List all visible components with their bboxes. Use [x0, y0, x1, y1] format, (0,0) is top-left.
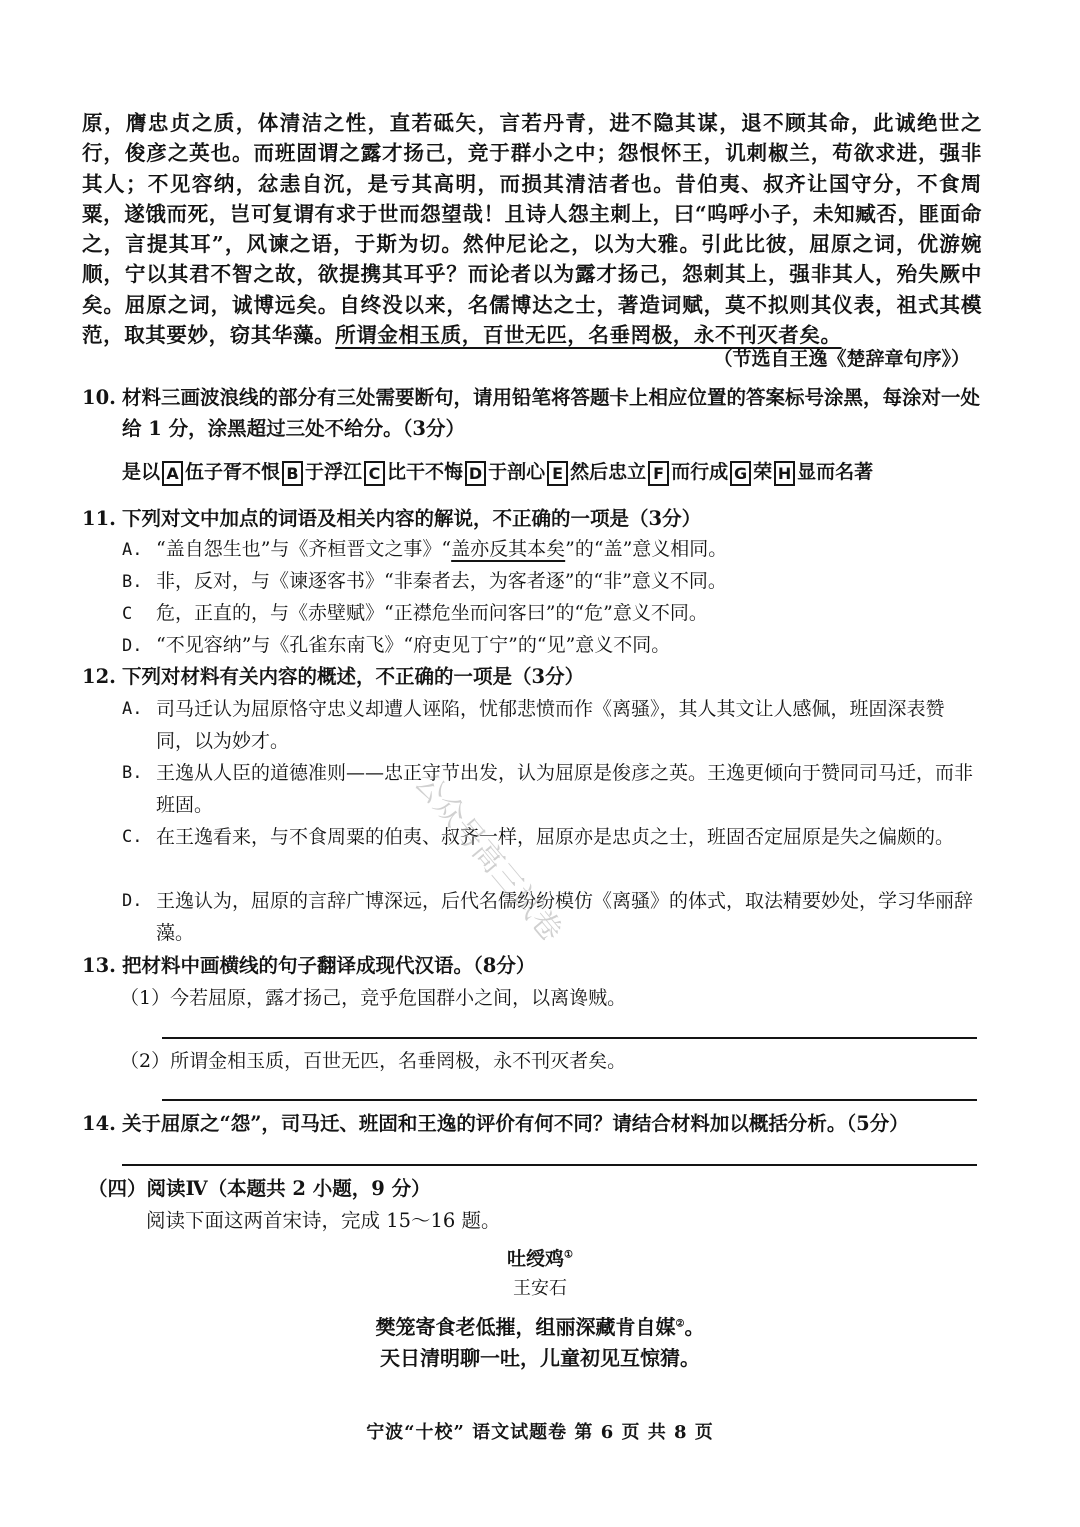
passage-source: （节选自王逸《楚辞章句序》）: [713, 348, 970, 370]
option-label: B.: [122, 763, 143, 783]
q10-seg-text: 而行成: [671, 461, 729, 483]
item-text: 今若屈原，露才扬己，竞乎危国群小之间，以离谗贼。: [170, 987, 627, 1009]
question-11: [82, 503, 982, 534]
q10-seg-text: 于浮江: [305, 461, 363, 483]
poem-line-2: 天日清明聊一吐，儿童初见互惊猜。: [380, 1346, 700, 1370]
q14-answer-line[interactable]: [122, 1164, 977, 1166]
option-text: 司马迁认为屈原恪守忠义却遭人诬陷，忧郁悲愤而作《离骚》，其人其文让人感佩，班固深表赞同，以为妙才。: [156, 698, 945, 752]
q13-number: 13.: [82, 954, 116, 977]
q10-seg-text: 显而名著: [797, 461, 874, 483]
q12-option-c[interactable]: [122, 821, 982, 853]
passage-body: 原，膺忠贞之质，体清洁之性，直若砥矢，言若丹青，进不隐其谋，退不顾其命，此诚绝世之行，俊彦之英也。而班固谓之露才扬己，竞于群小之中；怨恨怀王，讥刺椒兰，苟欲求进，强非其人；不见容纳，忿恚自沉，是亏其高明，而损其清洁者也。昔伯夷、叔齐让国守分，不食周粟，遂饿而死，岂可复谓有求于世而怨望哉！且诗人怨主刺上，曰“呜呼小子，未知臧否，匪面命之，言提其耳”，风谏之语，于斯为切。然仲尼论之，以为大雅。引此比彼，屈原之词，优游婉顺，宁以其君不智之故，欲提携其耳乎？而论者以为露才扬己，怨刺其上，强非其人，殆失厥中矣。屈原之词，诚博远矣。自终没以来，名儒博达之士，著造词赋，莫不拟则其仪表，祖式其模范，取其要妙，窃其华藻。: [82, 111, 982, 348]
poem-line-1: [0, 1311, 1080, 1340]
q10-box-e[interactable]: E: [547, 461, 568, 486]
q11-option-a[interactable]: [122, 533, 982, 566]
q10-box-h[interactable]: H: [774, 461, 795, 486]
option-label: D.: [122, 891, 143, 911]
q10-box-f[interactable]: F: [648, 461, 669, 486]
q12-option-b[interactable]: [122, 757, 982, 821]
poem-line-end: 。: [684, 1315, 705, 1339]
item-text: 所谓金相玉质，百世无匹，名垂罔极，永不刊灭者矣。: [170, 1050, 627, 1072]
poem-title-text: 吐绶鸡: [507, 1248, 565, 1270]
option-label: A.: [122, 699, 143, 719]
option-text: 危，正直的，与《赤壁赋》“正襟危坐而问客曰”的“危”意义不同。: [156, 602, 708, 624]
option-underlined: 盖亦反其本矣: [451, 538, 566, 560]
option-label: D.: [122, 636, 143, 656]
q11-number: 11.: [82, 507, 116, 530]
q11-option-d[interactable]: [122, 629, 982, 662]
q14-number: 14.: [82, 1112, 116, 1135]
watermark: 公众号高三试卷: [407, 765, 569, 949]
question-13: [82, 950, 982, 981]
q12-stem: 下列对材料有关内容的概述，不正确的一项是（3分）: [122, 665, 585, 688]
q11-stem: 下列对文中加点的词语及相关内容的解说，不正确的一项是（3分）: [122, 507, 702, 530]
q10-stem: 材料三画波浪线的部分有三处需要断句，请用铅笔将答题卡上相应位置的答案标号涂黑，每涂对一处给 1 分，涂黑超过三处不给分。（3分）: [122, 386, 981, 440]
poem-title: [0, 1244, 1080, 1271]
option-text: ”的“盖”意义相同。: [565, 538, 728, 560]
q13-item-1: [120, 982, 980, 1014]
option-text: 在王逸看来，与不食周粟的伯夷、叔齐一样，屈原亦是忠贞之士，班固否定屈原是失之偏颇的。: [156, 826, 955, 848]
q10-seg-text: 荣: [753, 461, 773, 483]
q12-number: 12.: [82, 665, 116, 688]
option-text: “不见容纳”与《孔雀东南飞》“府吏见丁宁”的“见”意义不同。: [156, 634, 671, 656]
q10-box-c[interactable]: C: [364, 461, 385, 486]
question-10: [82, 382, 982, 444]
option-text: “盖自怨生也”与《齐桓晋文之事》“: [156, 538, 452, 560]
item-label: （2）: [120, 1050, 171, 1072]
q10-break-options: [122, 457, 873, 486]
question-14: [82, 1108, 982, 1139]
option-label: C: [122, 604, 133, 624]
item-label: （1）: [120, 987, 171, 1009]
q10-stem-row: [82, 382, 982, 444]
poem-author: 王安石: [513, 1278, 567, 1299]
q13-answer-line-2[interactable]: [162, 1099, 977, 1101]
option-label: C.: [122, 827, 143, 847]
q10-number: 10.: [82, 386, 116, 409]
q10-seg-text: 于剖心: [488, 461, 546, 483]
passage-underlined-sentence: 所谓金相玉质，百世无匹，名垂罔极，永不刊灭者矣。: [335, 323, 842, 348]
q11-option-b[interactable]: [122, 565, 982, 598]
option-text: 王逸认为，屈原的言辞广博深远，后代名儒纷纷模仿《离骚》的体式，取法精要妙处，学习华丽辞藻。: [156, 890, 974, 944]
q10-seg-text: 比干不悔: [387, 461, 464, 483]
q10-seg-text: 是以: [122, 461, 161, 483]
q14-stem: 关于屈原之“怨”，司马迁、班固和王逸的评价有何不同？请结合材料加以概括分析。（5分）: [122, 1112, 909, 1135]
page-footer: 宁波“十校” 语文试题卷 第 6 页 共 8 页: [366, 1422, 714, 1443]
poem-line-text: 樊笼寄食老低摧，组丽深藏肯自媒: [375, 1315, 676, 1339]
q13-stem: 把材料中画横线的句子翻译成现代汉语。（8分）: [122, 954, 536, 977]
q11-option-c[interactable]: [122, 597, 982, 630]
q10-box-g[interactable]: G: [730, 461, 751, 486]
option-label: A.: [122, 540, 143, 560]
question-12: [82, 661, 982, 692]
poem-title-note: ①: [564, 1249, 573, 1261]
option-text: 王逸从人臣的道德准则——忠正守节出发，认为屈原是俊彦之英。王逸更倾向于赞同司马迁，而非班固。: [156, 762, 974, 816]
q10-box-d[interactable]: D: [465, 461, 486, 486]
q13-answer-line-1[interactable]: [162, 1037, 977, 1039]
q12-option-a[interactable]: [122, 693, 982, 757]
option-label: B.: [122, 572, 143, 592]
passage-text: [82, 108, 982, 350]
classical-passage: [82, 108, 982, 350]
q13-item-2: [120, 1045, 980, 1077]
q10-box-a[interactable]: A: [162, 461, 183, 486]
q10-seg-text: 伍子胥不恨: [185, 461, 281, 483]
q10-seg-text: 然后忠立: [570, 461, 647, 483]
q10-box-b[interactable]: B: [282, 461, 303, 486]
section-4-instruction: 阅读下面这两首宋诗，完成 15～16 题。: [146, 1209, 501, 1232]
poem-line-note: ②: [675, 1318, 685, 1330]
section-4-heading: （四）阅读Ⅳ（本题共 2 小题，9 分）: [88, 1177, 431, 1200]
option-text: 非，反对，与《谏逐客书》“非秦者去，为客者逐”的“非”意义不同。: [156, 570, 727, 592]
